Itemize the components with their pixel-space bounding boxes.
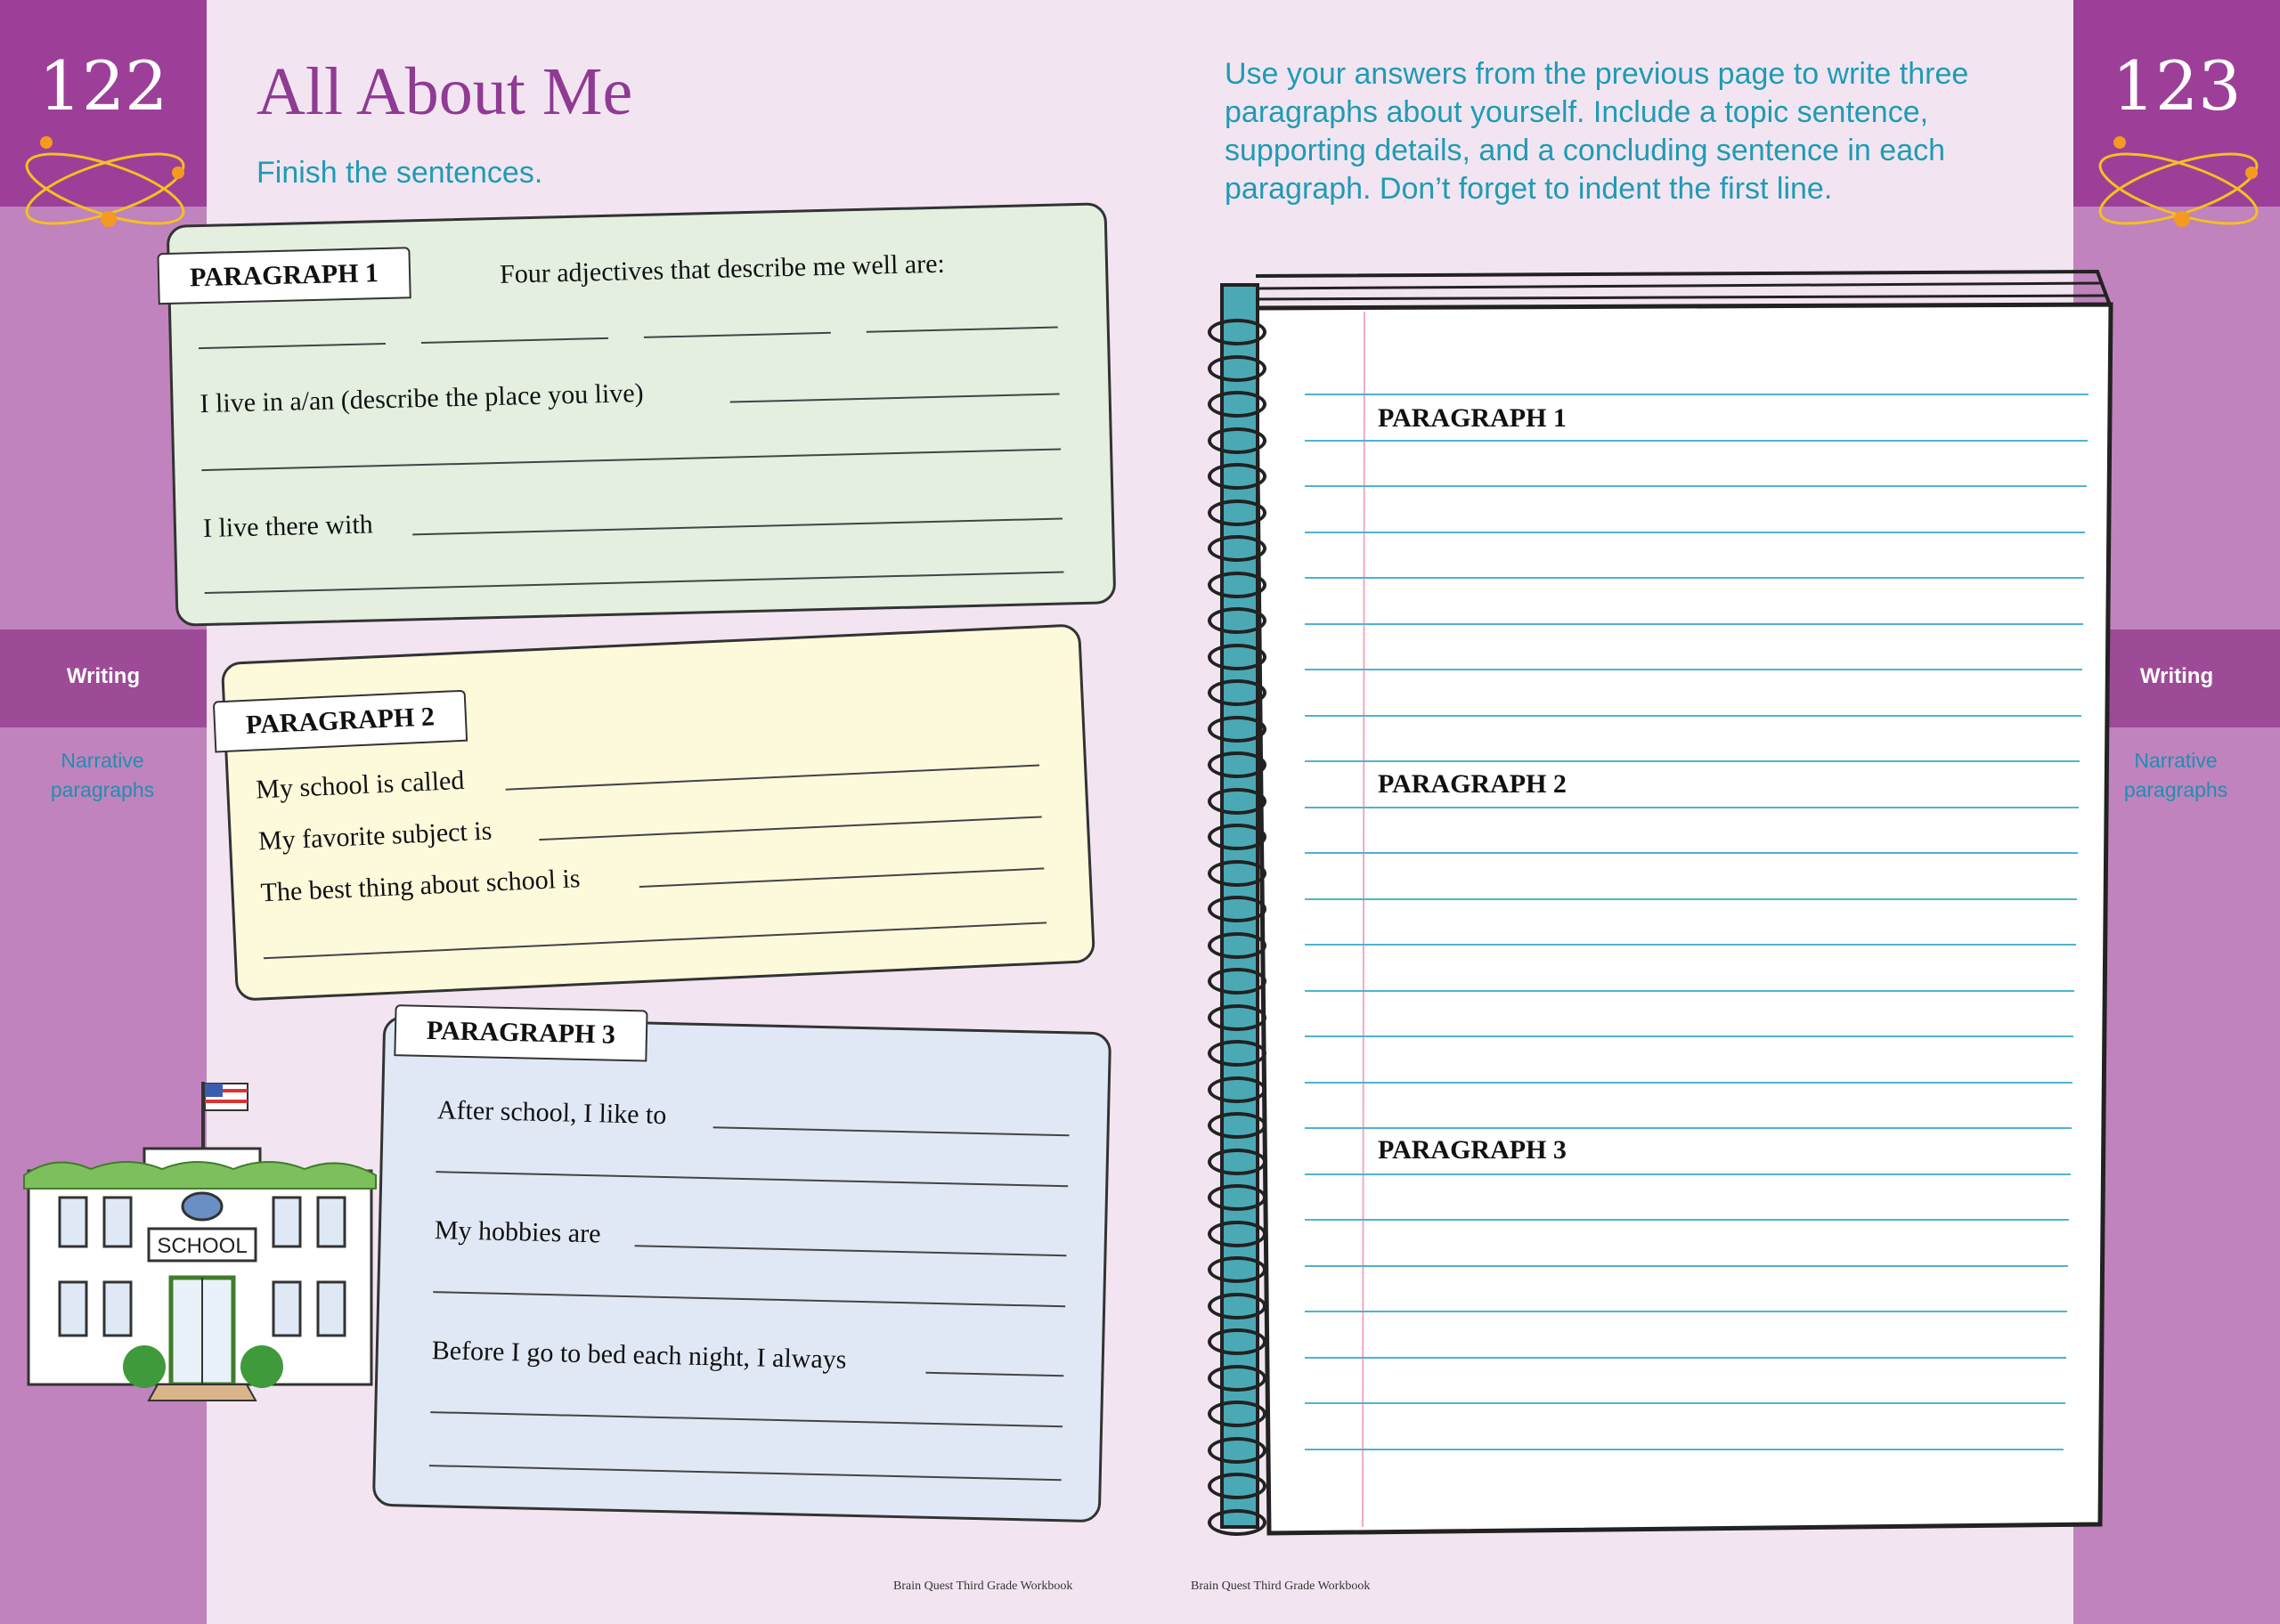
ruled-line[interactable] <box>1305 394 2089 395</box>
section-label: Writing <box>2139 664 2214 688</box>
ruled-line[interactable] <box>1305 990 2074 992</box>
spiral-ring <box>1208 679 1266 706</box>
paragraph-2-card <box>221 623 1095 1001</box>
topic-label: Narrative paragraphs <box>50 749 155 801</box>
live-with-prompt: I live there with <box>202 509 374 544</box>
bedtime-prompt: Before I go to bed each night, I always <box>431 1336 847 1375</box>
spiral-ring <box>1208 896 1266 922</box>
adjective-blank-1[interactable] <box>199 343 386 349</box>
instructions: Use your answers from the previous page to write three paragraphs about yourself. Include a topic sentence, supporting details, and a concluding sentence in each paragraph. Don’t forget to indent the first line. <box>1225 57 1969 206</box>
spiral-ring <box>1208 1112 1266 1139</box>
atom-icon <box>2089 126 2268 242</box>
ruled-line[interactable] <box>1305 1219 2069 1221</box>
ruled-line[interactable] <box>1305 760 2080 762</box>
spiral-ring <box>1208 968 1266 995</box>
spiral-ring <box>1208 1365 1266 1392</box>
spiral-ring <box>1208 1221 1266 1247</box>
ruled-lines-container <box>1202 258 2120 1540</box>
after-school-blank-2[interactable] <box>436 1171 1068 1187</box>
ruled-line[interactable] <box>1305 532 2085 533</box>
adjective-blank-2[interactable] <box>421 337 608 344</box>
bedtime-blank-3[interactable] <box>429 1465 1062 1481</box>
ruled-line[interactable] <box>1305 1311 2067 1312</box>
ruled-line[interactable] <box>1305 577 2084 579</box>
school-sign-text: SCHOOL <box>157 1234 248 1258</box>
ruled-line[interactable] <box>1305 807 2079 808</box>
adjective-blank-3[interactable] <box>644 332 831 338</box>
ruled-line[interactable] <box>1305 715 2081 717</box>
spiral-ring <box>1208 1004 1266 1031</box>
spiral-binding <box>1202 258 1291 1540</box>
notebook-heading-2: PARAGRAPH 2 <box>1378 769 1567 799</box>
hobbies-blank[interactable] <box>635 1245 1067 1256</box>
ruled-line[interactable] <box>1305 623 2083 625</box>
ruled-line[interactable] <box>1305 898 2077 900</box>
best-thing-blank-2[interactable] <box>264 922 1046 959</box>
section-label: Writing <box>66 664 141 688</box>
ruled-line[interactable] <box>1305 944 2076 946</box>
hobbies-blank-2[interactable] <box>433 1291 1065 1307</box>
ruled-line[interactable] <box>1305 485 2087 487</box>
spiral-ring <box>1208 1437 1266 1464</box>
adjective-blank-4[interactable] <box>867 327 1058 333</box>
after-school-prompt: After school, I like to <box>436 1095 667 1131</box>
right-footer: Brain Quest Third Grade Workbook <box>1191 1579 1371 1593</box>
live-with-blank-2[interactable] <box>205 571 1064 594</box>
spiral-ring <box>1208 463 1266 490</box>
notebook-heading-3: PARAGRAPH 3 <box>1378 1135 1567 1165</box>
notebook-heading-1: PARAGRAPH 1 <box>1378 403 1567 433</box>
hobbies-prompt: My hobbies are <box>434 1215 601 1249</box>
ruled-line[interactable] <box>1305 1449 2064 1450</box>
paragraph-2-tab: PARAGRAPH 2 <box>213 690 468 753</box>
spiral-ring <box>1208 716 1266 743</box>
bedtime-blank-2[interactable] <box>430 1411 1063 1427</box>
spiral-ring <box>1208 788 1266 815</box>
atom-icon <box>16 126 194 242</box>
school-name-blank[interactable] <box>506 765 1039 791</box>
spiral-ring <box>1208 1149 1266 1175</box>
spiral-ring <box>1208 751 1266 778</box>
spiral-ring <box>1208 1184 1266 1211</box>
spiral-ring <box>1208 932 1266 959</box>
ruled-line[interactable] <box>1305 1265 2068 1267</box>
after-school-blank[interactable] <box>713 1126 1070 1136</box>
ruled-line[interactable] <box>1305 1357 2066 1359</box>
spiral-ring <box>1208 607 1266 634</box>
spiral-ring <box>1208 355 1266 382</box>
paragraph-3-tab: PARAGRAPH 3 <box>394 1004 647 1061</box>
spiral-ring <box>1208 824 1266 850</box>
page-number: 123 <box>2112 46 2242 126</box>
spiral-ring <box>1208 1040 1266 1067</box>
ruled-line[interactable] <box>1305 1127 2072 1129</box>
spiral-ring <box>1208 319 1266 345</box>
spiral-ring <box>1208 1293 1266 1320</box>
left-footer: Brain Quest Third Grade Workbook <box>893 1579 1073 1593</box>
best-thing-blank[interactable] <box>639 867 1045 888</box>
live-blank-2[interactable] <box>201 449 1061 472</box>
spiral-ring <box>1208 1509 1266 1536</box>
live-blank[interactable] <box>730 394 1060 403</box>
favorite-subject-blank[interactable] <box>539 816 1042 840</box>
school-illustration <box>20 1073 380 1407</box>
favorite-subject-prompt: My favorite subject is <box>257 816 493 857</box>
ruled-line[interactable] <box>1305 669 2082 670</box>
paragraph-1-tab: PARAGRAPH 1 <box>157 247 411 304</box>
bedtime-blank[interactable] <box>925 1372 1063 1377</box>
spiral-ring <box>1208 860 1266 887</box>
spiral-ring <box>1208 1328 1266 1355</box>
spiral-ring <box>1208 499 1266 526</box>
ruled-line[interactable] <box>1305 852 2078 854</box>
spiral-ring <box>1208 1256 1266 1283</box>
ruled-line[interactable] <box>1305 1035 2073 1037</box>
spiral-ring <box>1208 1076 1266 1103</box>
spiral-ring <box>1208 1401 1266 1427</box>
spiral-ring <box>1208 391 1266 418</box>
ruled-line[interactable] <box>1305 1082 2072 1084</box>
spiral-ring <box>1208 1473 1266 1499</box>
live-prompt: I live in a/an (describe the place you live) <box>200 378 644 419</box>
ruled-line[interactable] <box>1305 1173 2071 1175</box>
spiral-ring <box>1208 535 1266 562</box>
page-number: 122 <box>38 46 168 126</box>
topic-label: Narrative paragraphs <box>2123 749 2228 801</box>
page-title: All About Me <box>256 54 633 129</box>
ruled-line[interactable] <box>1305 440 2088 442</box>
spiral-ring <box>1208 427 1266 454</box>
adjectives-prompt: Four adjectives that describe me well are: <box>499 248 946 289</box>
page-subtitle: Finish the sentences. <box>256 156 543 190</box>
notebook <box>1202 258 2120 1540</box>
spiral-ring <box>1208 644 1266 670</box>
best-thing-prompt: The best thing about school is <box>259 864 582 908</box>
spiral-ring <box>1208 572 1266 598</box>
paragraph-3-card <box>372 1016 1112 1522</box>
paragraph-1-card <box>167 202 1117 627</box>
live-with-blank[interactable] <box>412 517 1063 535</box>
ruled-line[interactable] <box>1305 1402 2065 1404</box>
school-name-prompt: My school is called <box>255 765 466 805</box>
